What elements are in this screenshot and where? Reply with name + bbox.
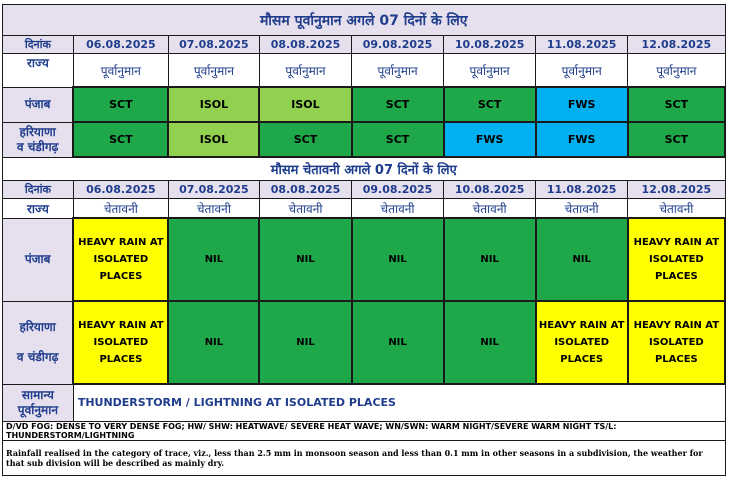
state-label: राज्य xyxy=(3,199,74,219)
rainfall-note-row xyxy=(3,440,726,475)
warning-cell-line: NIL xyxy=(204,337,224,348)
forecast-sublabel: पूर्वानुमान xyxy=(168,54,259,88)
forecast-cell: SCT xyxy=(73,87,168,122)
warning-sublabel: चेतावनी xyxy=(536,199,628,219)
warning-row xyxy=(3,301,726,384)
warning-date: 11.08.2025 xyxy=(536,181,628,199)
weather-table-body xyxy=(3,5,726,476)
warning-cell xyxy=(444,218,536,301)
forecast-cell: ISOL xyxy=(168,122,259,157)
warning-title-row xyxy=(3,157,726,181)
warning-cell xyxy=(352,301,444,384)
state-name xyxy=(3,218,74,301)
legend-row xyxy=(3,421,726,440)
warning-date-row xyxy=(3,181,726,199)
state-name-line2: व चंडीगढ़ xyxy=(16,350,59,364)
warning-cell-line: HEAVY RAIN AT xyxy=(633,320,720,331)
warning-cell xyxy=(628,301,725,384)
warning-cell xyxy=(352,218,444,301)
state-name xyxy=(3,122,74,157)
state-name-line1: पंजाब xyxy=(24,97,51,111)
warning-cell-line: ISOLATED PLACES xyxy=(648,254,704,282)
forecast-title-row xyxy=(3,5,726,36)
warning-cell-line: NIL xyxy=(388,254,407,265)
warning-date: 07.08.2025 xyxy=(168,181,259,199)
general-forecast-label xyxy=(3,384,74,421)
warning-sublabel: चेतावनी xyxy=(73,199,168,219)
warning-cell-line: NIL xyxy=(388,337,407,348)
forecast-cell: FWS xyxy=(444,122,536,157)
warning-cell-line: PLACES xyxy=(560,354,604,365)
forecast-title: मौसम पूर्वानुमान अगले 07 दिनों के लिए xyxy=(3,5,726,36)
state-name xyxy=(3,301,74,384)
forecast-sublabel: पूर्वानुमान xyxy=(73,54,168,88)
forecast-cell: SCT xyxy=(259,122,351,157)
warning-cell-line: HEAVY RAIN AT xyxy=(78,320,164,331)
state-name-line1: हरियाणा xyxy=(19,124,56,139)
warning-cell-line: ISOLATED PLACES xyxy=(648,337,704,365)
warning-cell xyxy=(444,301,536,384)
warning-sublabel: चेतावनी xyxy=(259,199,351,219)
warning-cell xyxy=(73,301,168,384)
warning-cell xyxy=(168,218,259,301)
forecast-cell: SCT xyxy=(628,87,725,122)
date-label: दिनांक xyxy=(3,181,74,199)
warning-title: मौसम चेतावनी अगले 07 दिनों के लिए xyxy=(3,157,726,181)
warning-cell-line: NIL xyxy=(204,254,224,265)
forecast-sublabel: पूर्वानुमान xyxy=(352,54,444,88)
forecast-sublabel-row xyxy=(3,54,726,88)
general-label-line2: पूर्वानुमान xyxy=(17,402,58,417)
forecast-sublabel: पूर्वानुमान xyxy=(259,54,351,88)
forecast-date: 09.08.2025 xyxy=(352,36,444,54)
warning-cell-line: ISOLATED xyxy=(93,337,149,348)
state-name xyxy=(3,87,74,122)
warning-date: 06.08.2025 xyxy=(73,181,168,199)
forecast-cell: SCT xyxy=(352,122,444,157)
warning-cell xyxy=(536,301,628,384)
warning-cell-line: ISOLATED xyxy=(93,254,149,265)
warning-cell-line: NIL xyxy=(296,337,315,348)
forecast-sublabel: पूर्वानुमान xyxy=(444,54,536,88)
warning-sublabel: चेतावनी xyxy=(168,199,259,219)
state-name-line1: हरियाणा xyxy=(19,320,56,334)
weather-bulletin xyxy=(2,4,726,476)
warning-cell-line: PLACES xyxy=(99,354,143,365)
warning-cell-line: HEAVY RAIN AT xyxy=(633,237,720,248)
warning-sublabel: चेतावनी xyxy=(628,199,725,219)
general-forecast-row xyxy=(3,384,726,421)
forecast-sublabel: पूर्वानुमान xyxy=(536,54,628,88)
forecast-date: 10.08.2025 xyxy=(444,36,536,54)
warning-date: 12.08.2025 xyxy=(628,181,725,199)
warning-cell xyxy=(73,218,168,301)
warning-date: 09.08.2025 xyxy=(352,181,444,199)
forecast-date-row xyxy=(3,36,726,54)
warning-cell-line: PLACES xyxy=(99,271,143,282)
warning-cell-line: NIL xyxy=(480,337,499,348)
general-label-line1: सामान्य xyxy=(21,387,54,402)
forecast-date: 06.08.2025 xyxy=(73,36,168,54)
forecast-date: 07.08.2025 xyxy=(168,36,259,54)
weather-table xyxy=(2,4,726,476)
state-name-line2: व चंडीगढ़ xyxy=(16,139,59,154)
warning-cell-line: ISOLATED xyxy=(554,337,610,348)
forecast-cell: ISOL xyxy=(168,87,259,122)
warning-cell-line: HEAVY RAIN AT xyxy=(78,237,164,248)
forecast-row xyxy=(3,87,726,122)
forecast-cell: FWS xyxy=(536,87,628,122)
forecast-row xyxy=(3,122,726,157)
forecast-cell: SCT xyxy=(444,87,536,122)
legend-text: D/VD FOG: DENSE TO VERY DENSE FOG; HW/ SHW: HEATWAVE/ SEVERE HEAT WAVE; WN/SWN: WARM NIGHT/SEVERE WARM NIGHT TS/L: THUNDERSTORM/LIGHTNING xyxy=(3,421,726,440)
warning-sublabel-row xyxy=(3,199,726,219)
warning-date: 08.08.2025 xyxy=(259,181,351,199)
warning-sublabel: चेतावनी xyxy=(352,199,444,219)
state-label: राज्य xyxy=(3,54,74,88)
warning-cell xyxy=(628,218,725,301)
forecast-sublabel: पूर्वानुमान xyxy=(628,54,725,88)
forecast-cell: SCT xyxy=(628,122,725,157)
forecast-date: 11.08.2025 xyxy=(536,36,628,54)
warning-cell xyxy=(259,218,351,301)
state-name-line1: पंजाब xyxy=(24,252,51,266)
forecast-cell: SCT xyxy=(352,87,444,122)
forecast-date: 12.08.2025 xyxy=(628,36,725,54)
forecast-cell: SCT xyxy=(73,122,168,157)
warning-cell xyxy=(259,301,351,384)
warning-cell-line: NIL xyxy=(572,254,591,265)
warning-cell xyxy=(168,301,259,384)
warning-cell xyxy=(536,218,628,301)
forecast-date: 08.08.2025 xyxy=(259,36,351,54)
warning-sublabel: चेतावनी xyxy=(444,199,536,219)
forecast-cell: FWS xyxy=(536,122,628,157)
general-forecast-text: THUNDERSTORM / LIGHTNING AT ISOLATED PLACES xyxy=(73,384,725,421)
warning-date: 10.08.2025 xyxy=(444,181,536,199)
warning-cell-line: NIL xyxy=(480,254,499,265)
date-label: दिनांक xyxy=(3,36,74,54)
forecast-cell: ISOL xyxy=(259,87,351,122)
warning-cell-line: NIL xyxy=(296,254,315,265)
warning-cell-line: HEAVY RAIN AT xyxy=(538,320,625,331)
rainfall-note: Rainfall realised in the category of trace, viz., less than 2.5 mm in monsoon season and less than 0.1 mm in other seasons in a subdivision, the weather for that sub division will be described as mainly dry. xyxy=(3,440,726,475)
warning-row xyxy=(3,218,726,301)
